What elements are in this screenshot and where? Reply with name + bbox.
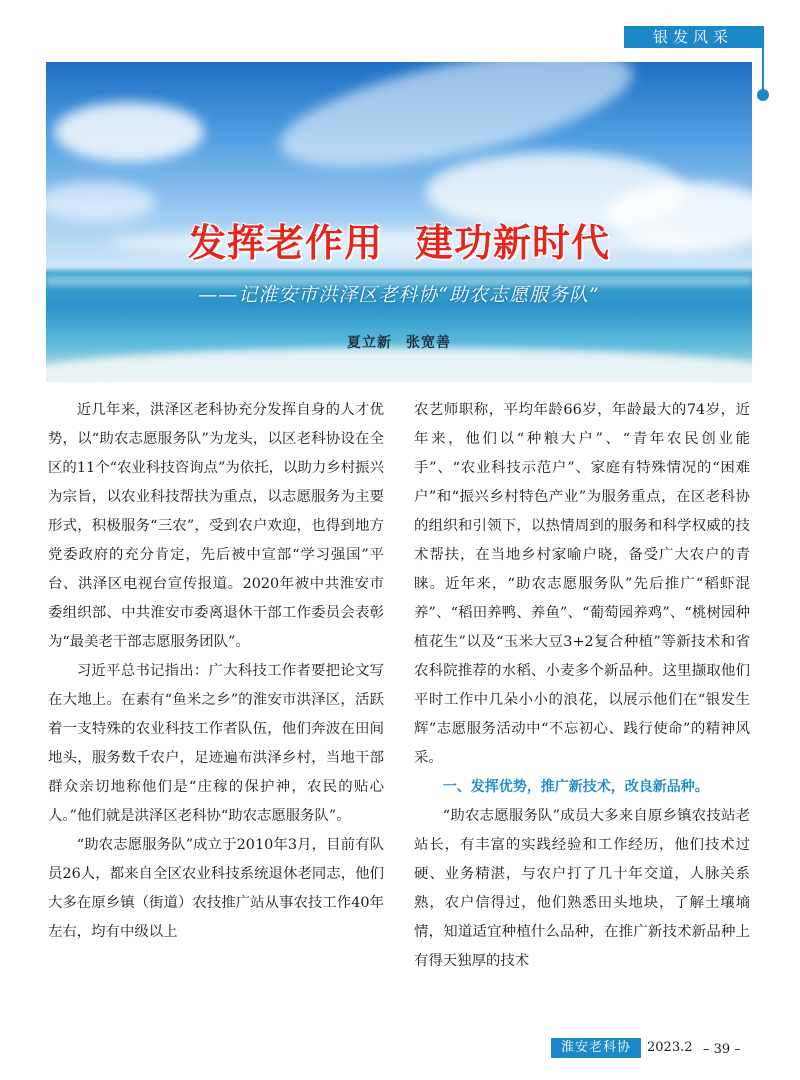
hero-banner [46,62,752,382]
issue-number: 2023.2 [647,1040,693,1055]
article-authors [46,332,752,352]
right-column [414,396,750,976]
cloud-shape [54,102,204,162]
article-subtitle: ——记淮安市洪泽区老科协“助农志愿服务队” [198,284,600,306]
body-paragraph: “助农志愿服务队”成员大多来自原乡镇农技站老站长，有丰富的实践经验和工作经历，他们技术过硬、业务精湛，与农户打了几十年交道，人脉关系熟，农户信得过，他们熟悉田头地块，了解土壤墒情，知道适宜种植什么品种，在推广新技术新品种上有得天独厚的技术 [414,808,750,969]
body-paragraph: 农艺师职称，平均年龄66岁，年龄最大的74岁，近年来，他们以“种粮大户”、“青年农民创业能手”、“农业科技示范户”、家庭有特殊情况的“困难户”和“振兴乡村特色产业”为服务重点，在区老科协的组织和引领下，以热情周到的服务和科学权威的技术帮扶，在当地乡村家喻户晓，备受广大农户的青睐。近年来，“助农志愿服务队”先后推广“稻虾混养”、“稻田养鸭、养鱼”、“葡萄园养鸡”、“桃树园种植花生”以及“玉米大豆3+2复合种植”等新技术和省农科院推荐的水稻、小麦多个新品种。这里撷取他们平时工作中几朵小小的浪花，以展示他们在“银发生辉”志愿服务活动中“不忘初心、践行使命”的精神风采。 [414,402,750,766]
section-tab: 银发风采 [624,26,762,48]
section-heading-text: 一、发挥优势，推广新技术，改良新品种。 [442,779,709,795]
surf-foam [46,348,752,382]
tab-rule [762,26,764,96]
body-paragraph: 习近平总书记指出：广大科技工作者要把论文写在大地上。在素有“鱼米之乡”的淮安市洪泽区，活跃着一支特殊的农业科技工作者队伍，他们奔波在田间地头，服务数千农户，足迹遍布洪泽乡村，当地干部群众亲切地称他们是“庄稼的保护神，农民的贴心人。”他们就是洪泽区老科协“助农志愿服务队”。 [48,663,384,824]
page-number: – 39 – [703,1042,741,1057]
article-title [46,212,752,267]
body-paragraph: “助农志愿服务队”成立于2010年3月，目前有队员26人，都来自全区农业科技系统退休老同志，他们大多在原乡镇（街道）农技推广站从事农技工作40年左右，均有中级以上 [48,837,384,940]
author-name: 夏立新 [347,335,392,351]
body-paragraph: 近几年来，洪泽区老科协充分发挥自身的人才优势，以“助农志愿服务队”为龙头，以区老科协设在全区的11个“农业科技咨询点”为依托，以助力乡村振兴为宗旨，以农业科技帮扶为重点，以志愿服务为主要形式，积极服务“三农”，受到农户欢迎，也得到地方党委政府的充分肯定，先后被中宣部“学习强国”平台、洪泽区电视台宣传报道。2020年被中共淮安市委组织部、中共淮安市委离退休干部工作委员会表彰为“最美老干部志愿服务团队”。 [48,402,384,650]
tab-dot [757,89,769,101]
title-part-1: 发挥老作用 [187,221,383,265]
section-heading [414,773,750,802]
left-column [48,396,384,947]
title-part-2: 建功新时代 [415,221,611,265]
author-name: 张宽善 [406,335,451,351]
journal-name: 淮安老科协 [551,1038,641,1058]
